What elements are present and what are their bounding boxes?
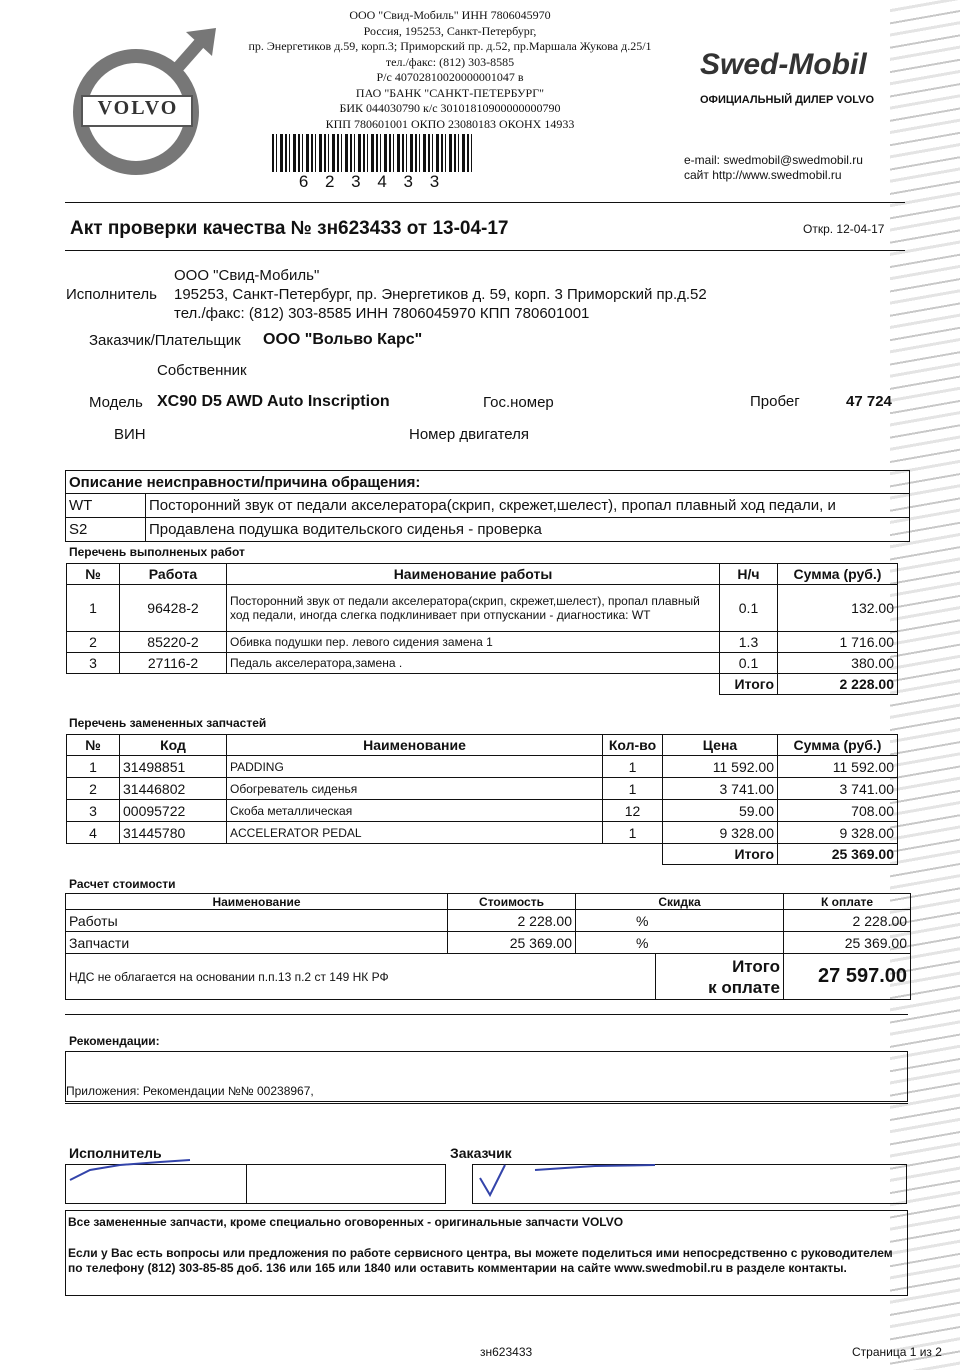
notes-line-2: Если у Вас есть вопросы или предложения по работе сервисного центра, вы можете поделиться ими непосредственно с руководителем по телефону (812) 303-85-85 доб. 136 или 165 или 1840 или оставить комментарии на сайте www.swedmobil.ru в разделе контакты.: [68, 1246, 893, 1275]
part-price: 3 741.00: [663, 778, 778, 800]
executor-signature: [60, 1150, 210, 1200]
company-line: КПП 780601001 ОКПО 23080183 ОКОНХ 14933: [325, 116, 575, 131]
parts-col-number: №: [67, 735, 120, 756]
work-code: 96428-2: [120, 585, 227, 632]
total-label-cell: [656, 954, 784, 1000]
company-line: ООО "Свид-Мобиль" ИНН 7806045970: [349, 8, 551, 22]
works-col-number: №: [67, 564, 120, 585]
dealer-subtitle: ОФИЦИАЛЬНЫЙ ДИЛЕР VOLVO: [700, 94, 875, 106]
part-sum: 11 592.00: [778, 756, 898, 778]
divider: [65, 250, 905, 251]
work-number: 2: [67, 632, 120, 653]
complaints-table: [65, 470, 910, 542]
part-number: 2: [67, 778, 120, 800]
part-qty: 12: [603, 800, 663, 822]
executor-signature-label: Исполнитель: [69, 1145, 162, 1161]
company-line: ПАО "БАНК "САНКТ-ПЕТЕРБУРГ": [355, 85, 545, 100]
executor-address: 195253, Санкт-Петербург, пр. Энергетиков д. 59, корп. 3 Приморский пр.д.52: [174, 286, 707, 303]
signature-box-executor-2: [245, 1164, 446, 1204]
cost-discount: %: [576, 910, 784, 932]
cost-value: 2 228.00: [448, 910, 576, 932]
table-row: [67, 756, 898, 778]
barcode-number: 6 2 3 4 3 3: [298, 172, 446, 191]
table-row: [67, 800, 898, 822]
dealer-email: e-mail: swedmobil@swedmobil.ru: [684, 153, 863, 167]
barcode: [272, 134, 472, 172]
plate-label: Гос.номер: [483, 394, 554, 411]
company-line: пр. Энергетиков д.59, корп.3; Приморский пр. д.52, пр.Маршала Жукова д.25/1: [248, 39, 652, 53]
owner-label: Собственник: [157, 362, 247, 379]
company-line: Р/с 40702810020000001047 в: [376, 70, 524, 84]
part-sum: 9 328.00: [778, 822, 898, 844]
part-number: 3: [67, 800, 120, 822]
works-total-label: Итого: [720, 674, 778, 695]
company-line: тел./факс: (812) 303-8585: [385, 54, 515, 69]
cost-caption: Расчет стоимости: [69, 877, 176, 891]
cost-col-cost: Стоимость: [448, 894, 576, 910]
work-sum: 1 716.00: [778, 632, 898, 653]
work-name: Посторонний звук от педали акселератора(скрип, скрежет,шелест), пропал плавный ход педали, иногда слегка подклинивает при отпускании - диагностика: WT: [227, 585, 720, 632]
executor-phone: тел./факс: (812) 303-8585 ИНН 7806045970 КПП 780601001: [174, 305, 590, 322]
customer-value: ООО "Вольво Карс": [263, 331, 423, 348]
company-line: Россия, 195253, Санкт-Петербург,: [363, 23, 537, 38]
part-qty: 1: [603, 756, 663, 778]
part-name: PADDING: [227, 756, 603, 778]
works-total: 2 228.00: [778, 674, 898, 695]
spacer: [67, 674, 720, 695]
grand-total: 27 597.00: [784, 954, 911, 1000]
executor-label: Исполнитель: [66, 286, 157, 303]
work-number: 1: [67, 585, 120, 632]
part-price: 11 592.00: [663, 756, 778, 778]
footer-doc-number: зн623433: [480, 1345, 533, 1359]
cost-pay: 2 228.00: [784, 910, 911, 932]
part-sum: 3 741.00: [778, 778, 898, 800]
company-line: БИК 044030790 к/с 30101810900000000790: [339, 101, 561, 115]
table-row: [66, 932, 911, 954]
works-col-hours: Н/ч: [720, 564, 778, 585]
part-name: Скоба металлическая: [227, 800, 603, 822]
volvo-logo: [66, 24, 226, 184]
part-code: 31446802: [120, 778, 227, 800]
dealer-site: сайт http://www.swedmobil.ru: [684, 168, 842, 182]
work-number: 3: [67, 653, 120, 674]
work-sum: 132.00: [778, 585, 898, 632]
table-row: [67, 653, 898, 674]
vin-label: ВИН: [114, 426, 146, 443]
work-hours: 1.3: [720, 632, 778, 653]
parts-caption: Перечень замененных запчастей: [69, 716, 267, 730]
parts-col-name: Наименование: [227, 735, 603, 756]
parts-col-qty: Кол-во: [603, 735, 663, 756]
works-col-sum: Сумма (руб.): [778, 564, 898, 585]
cost-table: [65, 893, 911, 1000]
parts-table: [66, 734, 898, 865]
work-hours: 0.1: [720, 653, 778, 674]
cost-col-discount: Скидка: [576, 894, 784, 910]
table-row: [67, 822, 898, 844]
total-label-line: к оплате: [708, 977, 781, 997]
work-code: 27116-2: [120, 653, 227, 674]
volvo-logo-text: VOLVO: [97, 97, 179, 119]
cost-discount: %: [576, 932, 784, 954]
parts-col-price: Цена: [663, 735, 778, 756]
part-price: 9 328.00: [663, 822, 778, 844]
attachments: Приложения: Рекомендации №№ 00238967,: [66, 1084, 314, 1098]
part-qty: 1: [603, 822, 663, 844]
table-row: [67, 585, 898, 632]
model-label: Модель: [89, 394, 143, 411]
part-qty: 1: [603, 778, 663, 800]
part-code: 31445780: [120, 822, 227, 844]
work-sum: 380.00: [778, 653, 898, 674]
swed-mobil-logo: Swed-Mobil: [700, 48, 867, 81]
works-col-code: Работа: [120, 564, 227, 585]
opened-date: Откр. 12-04-17: [803, 222, 885, 236]
work-name: Обивка подушки пер. левого сидения замена 1: [227, 632, 720, 653]
cost-pay: 25 369.00: [784, 932, 911, 954]
part-price: 59.00: [663, 800, 778, 822]
table-row: [67, 632, 898, 653]
parts-total-label: Итого: [663, 844, 778, 865]
complaint-code: WT: [66, 494, 146, 518]
works-col-name: Наименование работы: [227, 564, 720, 585]
company-requisites: [225, 8, 675, 132]
works-caption: Перечень выполненых работ: [69, 545, 245, 559]
part-name: Обогреватель сиденья: [227, 778, 603, 800]
part-code: 31498851: [120, 756, 227, 778]
parts-col-sum: Сумма (руб.): [778, 735, 898, 756]
notes-box: [65, 1210, 908, 1296]
page-title: Акт проверки качества № зн623433 от 13-04-17: [70, 218, 509, 239]
parts-total: 25 369.00: [778, 844, 898, 865]
cost-name: Работы: [66, 910, 448, 932]
complaint-text: Продавлена подушка водительского сиденья - проверка: [146, 518, 910, 542]
customer-label: Заказчик/Плательщик: [89, 332, 241, 349]
work-code: 85220-2: [120, 632, 227, 653]
cost-name: Запчасти: [66, 932, 448, 954]
part-number: 1: [67, 756, 120, 778]
part-name: ACCELERATOR PEDAL: [227, 822, 603, 844]
engine-label: Номер двигателя: [409, 426, 530, 443]
table-row: [66, 910, 911, 932]
notes-line-1: Все замененные запчасти, кроме специально оговоренных - оригинальные запчасти VOLVO: [68, 1215, 624, 1229]
part-code: 00095722: [120, 800, 227, 822]
complaints-header: Описание неисправности/причина обращения:: [66, 471, 910, 494]
complaint-text: Посторонний звук от педали акселератора(скрип, скрежет,шелест), пропал плавный ход педали, и: [146, 494, 910, 518]
customer-signature-label: Заказчик: [450, 1145, 512, 1161]
model-value: XC90 D5 AWD Auto Inscription: [157, 393, 390, 410]
cost-col-name: Наименование: [66, 894, 448, 910]
cost-value: 25 369.00: [448, 932, 576, 954]
table-row: [67, 778, 898, 800]
works-table: [66, 563, 898, 695]
work-hours: 0.1: [720, 585, 778, 632]
total-label-line: Итого: [732, 956, 781, 976]
cost-col-pay: К оплате: [784, 894, 911, 910]
vat-note: НДС не облагается на основании п.п.13 п.2 ст 149 НК РФ: [66, 954, 656, 1000]
mileage-label: Пробег: [750, 393, 800, 410]
part-number: 4: [67, 822, 120, 844]
recommendations-label: Рекомендации:: [69, 1034, 160, 1048]
executor-name: ООО "Свид-Мобиль": [174, 267, 320, 284]
part-sum: 708.00: [778, 800, 898, 822]
complaint-code: S2: [66, 518, 146, 542]
parts-col-code: Код: [120, 735, 227, 756]
spacer: [67, 844, 663, 865]
footer-page: Страница 1 из 2: [852, 1345, 942, 1359]
customer-signature: [475, 1150, 685, 1200]
divider: [65, 202, 905, 203]
work-name: Педаль акселератора,замена .: [227, 653, 720, 674]
mileage-value: 47 724: [846, 393, 892, 410]
